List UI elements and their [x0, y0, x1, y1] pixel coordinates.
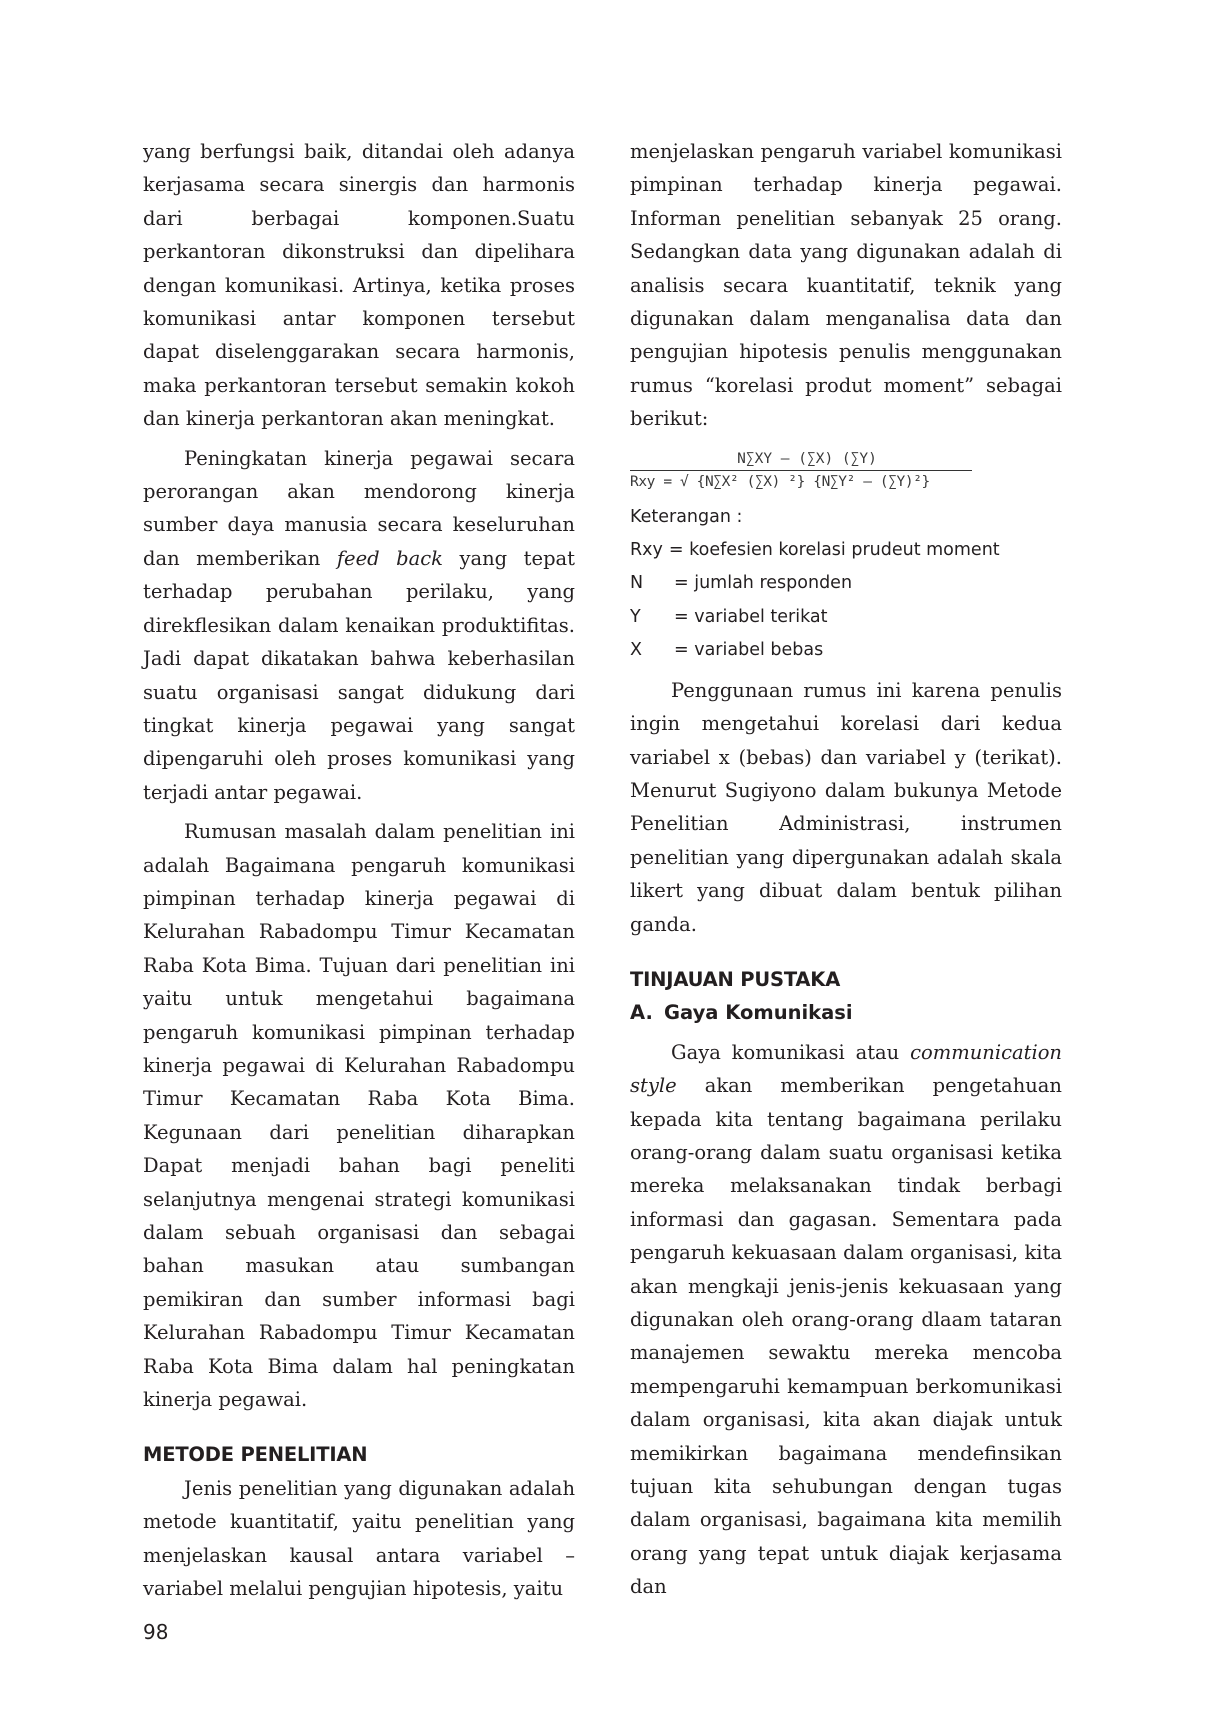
paragraph-penggunaan-rumus: Penggunaan rumus ini karena penulis ingin mengetahui korelasi dari kedua variabel x (bebas) dan variabel y (terikat). Menurut Sugiyono dalam bukunya Metode Penelitian Administrasi, instrumen penelitian yang dipergunakan adalah skala likert yang dibuat dalam bentuk pilihan ganda. [630, 678, 1062, 936]
paragraph-kinerja-text-a: Peningkatan kinerja pegawai secara perorangan akan mendorong kinerja sumber daya manusia secara keseluruhan dan memberikan [143, 446, 575, 570]
paragraph-gaya-text-a: Gaya komunikasi atau [671, 1040, 911, 1064]
legend-row [630, 567, 1062, 600]
legend-description: = variabel bebas [674, 640, 824, 661]
subheading-text: Gaya Komunikasi [664, 1001, 853, 1025]
right-column [630, 135, 1062, 1604]
correlation-formula [630, 448, 972, 493]
paragraph-gaya-italic: communication style [630, 1040, 1062, 1098]
legend-rxy-text: = koefesien korelasi prudeut moment [668, 540, 1000, 561]
subheading-letter: A. [630, 1001, 653, 1025]
legend-row [630, 634, 1062, 667]
paragraph-gaya-komunikasi [630, 1036, 1062, 1604]
legend-rxy-desc: Rxy [630, 540, 663, 561]
paragraph-rumusan-masalah: Rumusan masalah dalam penelitian ini adalah Bagaimana pengaruh komunikasi pimpinan terhadap kinerja pegawai di Kelurahan Rabadompu Timur Kecamatan Raba Kota Bima. Tujuan dari penelitian ini yaitu untuk mengetahui bagaimana pengaruh komunikasi pimpinan terhadap kinerja pegawai di Kelurahan Rabadompu Timur Kecamatan Raba Kota Bima. Kegunaan dari penelitian diharapkan Dapat menjadi bahan bagi peneliti selanjutnya mengenai strategi komunikasi dalam sebuah organisasi dan sebagai bahan masukan atau sumbangan pemikiran dan sumber informasi bagi Kelurahan Rabadompu Timur Kecamatan Raba Kota Bima dalam hal peningkatan kinerja pegawai. [143, 820, 575, 1412]
heading-tinjauan-pustaka: TINJAUAN PUSTAKA [630, 967, 841, 991]
legend-description: = jumlah responden [674, 573, 853, 594]
paragraph-method-continued: menjelaskan pengaruh variabel komunikasi pimpinan terhadap kinerja pegawai. Informan penelitian sebanyak 25 orang. Sedangkan data yang digunakan adalah di analisis secara kuantitatif, teknik yang digunakan dalam menganalisa data dan pengujian hipotesis penulis menggunakan rumus “korelasi produt moment” sebagai berikut: [630, 140, 1062, 431]
formula-numerator: N∑XY – (∑X) (∑Y) [737, 450, 877, 467]
legend-row [630, 534, 1062, 567]
legend-label: Keterangan : [630, 506, 743, 527]
legend-row [630, 601, 1062, 634]
legend-symbol: N [630, 573, 644, 594]
paragraph-intro-continued: yang berfungsi baik, ditandai oleh adanya kerjasama secara sinergis dan harmonis dari berbagai komponen.Suatu perkantoran dikonstruksi dan dipelihara dengan komunikasi. Artinya, ketika proses komunikasi antar komponen tersebut dapat diselenggarakan secara harmonis, maka perkantoran tersebut semakin kokoh dan kinerja perkantoran akan meningkat. [143, 140, 575, 431]
legend-description: = variabel terikat [674, 606, 828, 627]
formula-denominator: Rxy = √ {N∑X² (∑X) ²} {N∑Y² – (∑Y)²} [630, 473, 930, 490]
heading-metode-penelitian: METODE PENELITIAN [143, 1443, 368, 1467]
page-number: 98 [143, 1620, 169, 1644]
legend-symbol: X [630, 640, 642, 661]
paragraph-gaya-text-b: akan memberikan pengetahuan kepada kita tentang bagaimana perilaku orang-orang dalam suatu organisasi ketika mereka melaksanakan tindak berbagi informasi dan gagasan. Sementara pada pengaruh kekuasaan dalam organisasi, kita akan mengkaji jenis-jenis kekuasaan yang digunakan oleh orang-orang dlaam tataran manajemen sewaktu mereka mencoba mempengaruhi kemampuan berkomunikasi dalam organisasi, kita akan diajak untuk memikirkan bagaimana mendefinsikan tujuan kita sehubungan dengan tugas dalam organisasi, bagaimana kita memilih orang yang tepat untuk diajak kerjasama dan [630, 1074, 1062, 1599]
left-column [143, 135, 575, 1605]
paragraph-jenis-penelitian: Jenis penelitian yang digunakan adalah metode kuantitatif, yaitu penelitian yang menjelaskan kausal antara variabel – variabel melalui pengujian hipotesis, yaitu [143, 1476, 575, 1601]
legend-symbol: Y [630, 606, 641, 627]
subheading-gaya-komunikasi [630, 996, 1062, 1029]
formula-legend [630, 501, 1062, 668]
paragraph-kinerja-text-b: yang tepat terhadap perubahan perilaku, yang direkflesikan dalam kenaikan produktifitas. Jadi dapat dikatakan bahwa keberhasilan suatu organisasi sangat didukung dari tingkat kinerja pegawai yang sangat dipengaruhi oleh proses komunikasi yang terjadi antar pegawai. [143, 546, 576, 804]
paragraph-kinerja [143, 442, 575, 809]
paragraph-kinerja-italic: feed back [336, 546, 443, 570]
